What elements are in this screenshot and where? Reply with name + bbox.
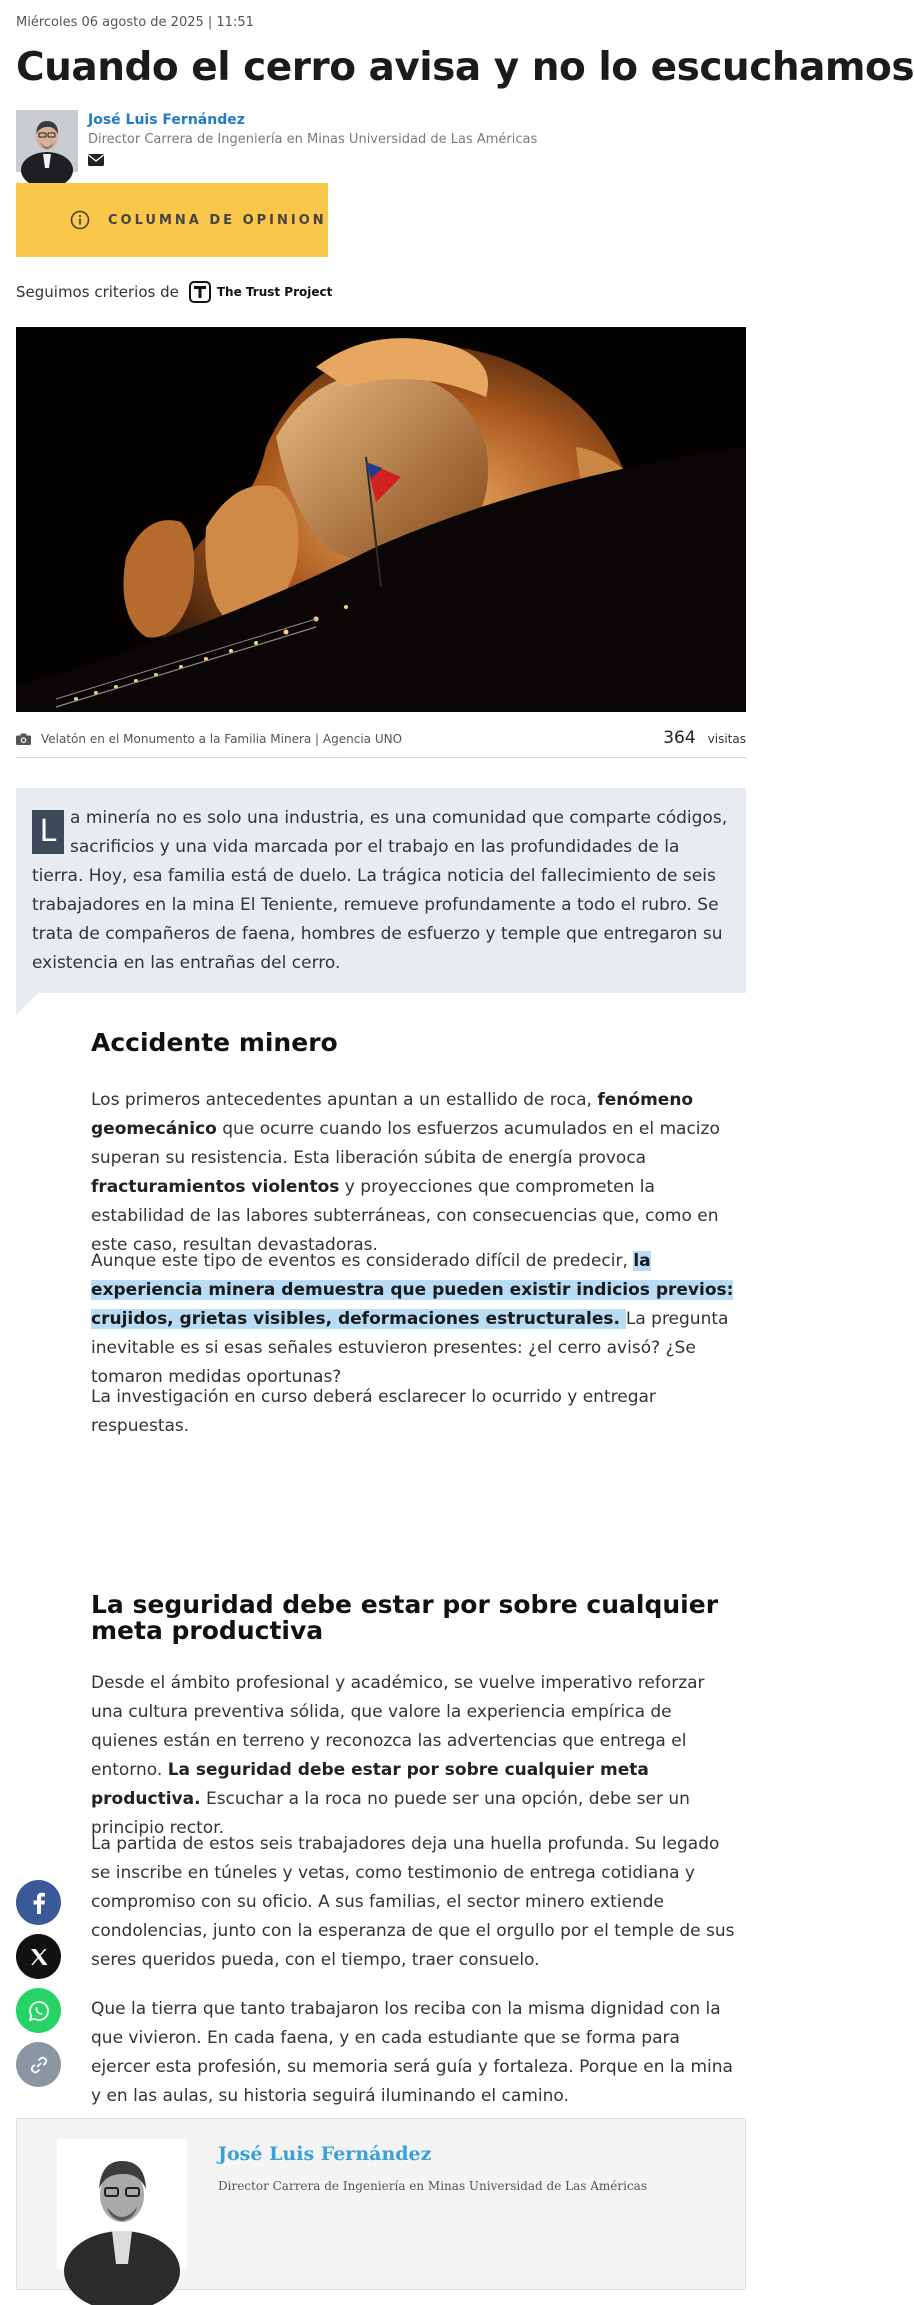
author-card [16, 2118, 746, 2290]
section-heading-accidente: Accidente minero [91, 1028, 338, 1057]
author-name-link[interactable]: José Luis Fernández [88, 112, 245, 128]
trust-prefix: Seguimos criterios de [16, 283, 179, 301]
copy-link-button[interactable] [16, 2042, 61, 2087]
text-run: La pregunta inevitable es si esas señales estuvieron presentes: ¿el cerro avisó? ¿Se tomaron medidas oportunas? [91, 1309, 729, 1387]
bold-run: fracturamientos violentos [91, 1177, 340, 1197]
opinion-column-badge [16, 183, 328, 257]
text-run: Los primeros antecedentes apuntan a un estallido de roca, [91, 1090, 598, 1110]
text-run: que ocurre cuando los esfuerzos acumulados en el macizo superan su resistencia. Esta liberación súbita de energía provoca [91, 1119, 720, 1168]
visit-counter [663, 728, 746, 748]
x-icon [29, 1947, 49, 1967]
camera-icon [16, 733, 31, 745]
text-run: y proyecciones que comprometen la estabilidad de las labores subterráneas, con consecuencias que, como en este caso, resultan devastadoras. [91, 1177, 719, 1255]
lead-text: a minería no es solo una industria, es una comunidad que comparte códigos, sacrificios y una vida marcada por el trabajo en las profundidades de la tierra. Hoy, esa familia está de duelo. La trágica noticia del fallecimiento de seis trabajadores en la mina El Teniente, remueve profundamente a todo el rubro. Se trata de compañeros de faena, hombres de esfuerzo y temple que entregaron su existencia en las entrañas del cerro. [32, 808, 728, 973]
author-card-name[interactable]: José Luis Fernández [218, 2143, 432, 2165]
section-heading-seguridad: La seguridad debe estar por sobre cualquier meta productiva [91, 1590, 719, 1646]
trust-logo-text: The Trust Project [216, 285, 333, 299]
author-card-role: Director Carrera de Ingeniería en Minas Universidad de Las Américas [218, 2179, 647, 2193]
text-run: Escuchar a la roca no puede ser una opción, debe ser un principio rector. [91, 1789, 690, 1838]
facebook-icon [32, 1892, 46, 1914]
opinion-label: COLUMNA DE OPINION [108, 212, 327, 228]
text-run: Desde el ámbito profesional y académico, se vuelve imperativo reforzar una cultura preventiva sólida, que valore la experiencia empírica de quienes están en terreno y reconozca las advertencias que entrega el entorno. [91, 1673, 705, 1780]
lead-paragraph [16, 788, 746, 993]
bold-run: La seguridad debe estar por sobre cualquier meta productiva. [91, 1760, 649, 1809]
whatsapp-icon [28, 2000, 50, 2022]
trust-t-icon [189, 281, 211, 303]
mail-icon[interactable] [88, 154, 104, 166]
hero-image[interactable] [16, 327, 746, 712]
share-facebook-button[interactable] [16, 1880, 61, 1925]
lead-callout-tail [16, 993, 38, 1015]
image-caption: Velatón en el Monumento a la Familia Minera | Agencia UNO [41, 732, 403, 746]
section1-paragraph-1 [91, 1086, 741, 1260]
author-avatar[interactable] [16, 110, 78, 172]
section2-paragraph-1 [91, 1669, 741, 1843]
section1-paragraph-2 [91, 1247, 741, 1392]
trust-project-row [16, 281, 332, 303]
section1-paragraph-3: La investigación en curso deberá esclarecer lo ocurrido y entregar respuestas. [91, 1387, 656, 1436]
visits-label: visitas [707, 732, 746, 746]
section2-paragraph-2: La partida de estos seis trabajadores deja una huella profunda. Su legado se inscribe en túneles y vetas, como testimonio de entrega cotidiana y compromiso con su oficio. A sus familias, el sector minero extiende condolencias, junto con la esperanza de que el orgullo por el temple de sus seres queridos pueda, con el tiempo, traer consuelo. [91, 1834, 735, 1970]
image-caption-row [16, 722, 746, 758]
drop-cap: L [32, 810, 64, 854]
article-title: Cuando el cerro avisa y no lo escuchamos [16, 45, 914, 90]
info-icon [70, 210, 90, 230]
share-whatsapp-button[interactable] [16, 1988, 61, 2033]
author-card-photo[interactable] [57, 2139, 187, 2269]
article-date: Miércoles 06 agosto de 2025 | 11:51 [16, 15, 254, 30]
link-icon [28, 2054, 50, 2076]
share-x-button[interactable] [16, 1934, 61, 1979]
text-run: Aunque este tipo de eventos es considerado difícil de predecir, [91, 1251, 634, 1271]
highlighted-quote[interactable]: la experiencia minera demuestra que pueden existir indicios previos: crujidos, grietas visibles, deformaciones estructurales. [91, 1251, 734, 1329]
visits-count: 364 [663, 728, 696, 748]
author-role: Director Carrera de Ingeniería en Minas Universidad de Las Américas [88, 132, 538, 147]
bold-run: fenómeno geomecánico [91, 1090, 694, 1139]
author-byline [16, 110, 756, 172]
section2-paragraph-3: Que la tierra que tanto trabajaron los reciba con la misma dignidad con la que vivieron. En cada faena, y en cada estudiante que se forma para ejercer esta profesión, su memoria será guía y fortaleza. Porque en la mina y en las aulas, su historia seguirá iluminando el camino. [91, 1999, 733, 2106]
trust-project-logo[interactable] [189, 281, 333, 303]
